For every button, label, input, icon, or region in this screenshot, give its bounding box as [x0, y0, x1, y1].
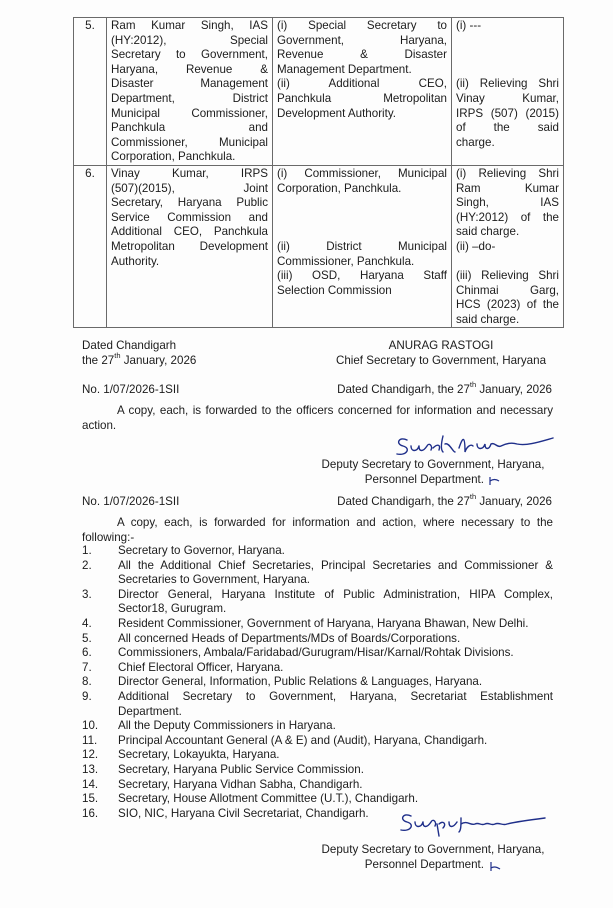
- cell-line: (i) Commissioner, Municipal: [277, 166, 447, 180]
- cell-line: Haryana, Revenue &: [111, 62, 268, 76]
- list-text: Secretary to Governor, Haryana.: [118, 544, 285, 557]
- list-item: [82, 778, 553, 793]
- cell-line: [456, 255, 559, 270]
- cell-line: Metropolitan Development: [111, 239, 268, 253]
- cell-line: [456, 48, 559, 63]
- cell-line: Municipal Commissioner,: [111, 106, 268, 120]
- cell-line: Commissioner, Panchkula.: [277, 254, 415, 268]
- list-number: 16.: [82, 806, 99, 820]
- cell-line: Ram Kumar Singh, IAS: [111, 19, 268, 32]
- signatory-name: ANURAG RASTOGI: [388, 339, 494, 352]
- list-item: [82, 675, 553, 690]
- serial-number: 5.: [74, 18, 107, 166]
- cell-line: said charge.: [456, 312, 520, 326]
- list-number: 5.: [82, 631, 92, 645]
- list-item: [82, 559, 553, 588]
- posting-orders-table: [73, 17, 564, 328]
- list-item: [82, 646, 553, 661]
- cell-line: Vinay Kumar,: [456, 91, 559, 105]
- list-item: [82, 792, 553, 807]
- cell-line: (ii) –do-: [456, 239, 496, 253]
- list-item: [82, 544, 553, 559]
- cell-line: Disaster Management: [111, 77, 268, 91]
- list-text: Secretary, House Allotment Committee (U.T.), Chandigarh.: [118, 792, 419, 806]
- list-number: 2.: [82, 558, 92, 572]
- signature-icon: [395, 808, 555, 838]
- cell-line: [277, 196, 447, 211]
- cell-line: Commissioner, Municipal: [111, 135, 268, 149]
- list-number: 12.: [82, 748, 99, 762]
- cell-line: (ii) Additional CEO,: [277, 77, 447, 91]
- initials-icon: [487, 475, 501, 487]
- chief-secretary-block: [330, 339, 552, 368]
- cell-line: Additional CEO, Panchkula: [111, 225, 268, 239]
- deputy-secretary-block-2: [313, 843, 553, 874]
- cell-line: Selection Commission: [277, 283, 392, 297]
- list-text: All the Deputy Commissioners in Haryana.: [118, 719, 336, 733]
- signatory-line-1: Deputy Secretary to Government, Haryana,: [321, 843, 545, 856]
- list-item: [82, 734, 553, 749]
- list-item: [82, 719, 553, 734]
- cell-line: (iii) Relieving Shri: [456, 269, 559, 283]
- dated-date: the 27th January, 2026: [82, 350, 197, 367]
- posting-cell: [273, 18, 452, 166]
- endorsement-date: Dated Chandigarh, the 27th January, 2026: [337, 380, 552, 396]
- cell-line: (HY:2012) of the: [456, 210, 559, 224]
- cell-line: Panchkula Metropolitan: [277, 91, 447, 105]
- list-text: Director General, Information, Public Relations & Languages, Haryana.: [118, 675, 483, 689]
- list-item: [82, 748, 553, 763]
- signatory-line-2: Personnel Department.: [313, 473, 553, 488]
- endorsement-1-header: [82, 380, 552, 398]
- table-row: [74, 18, 564, 166]
- signature-icon: [393, 430, 558, 460]
- list-number: 6.: [82, 646, 92, 660]
- cell-line: Department, District: [111, 91, 268, 105]
- signature-image: [393, 430, 558, 460]
- list-text: Director General, Haryana Institute of Public Administration, HIPA Complex, Sector18, Gurugram.: [118, 587, 553, 616]
- cell-line: charge.: [456, 135, 495, 149]
- list-number: 3.: [82, 587, 92, 601]
- posting-cell: [273, 165, 452, 328]
- cell-line: [456, 63, 559, 78]
- cell-line: Panchkula and: [111, 121, 268, 135]
- endorsement-2-header: [82, 492, 552, 510]
- list-item: [82, 690, 553, 719]
- cell-line: Management Department.: [277, 62, 412, 76]
- list-text: All the Additional Chief Secretaries, Principal Secretaries and Commissioner & Secretaries to Government, Haryana.: [118, 558, 553, 587]
- list-text: Secretary, Lokayukta, Haryana.: [118, 748, 280, 762]
- cell-line: (iii) OSD, Haryana Staff: [277, 269, 447, 283]
- list-number: 15.: [82, 792, 99, 806]
- cell-line: said charge.: [456, 225, 520, 239]
- list-item: [82, 632, 553, 647]
- list-item: [82, 763, 553, 778]
- list-text: Principal Accountant General (A & E) and (Audit), Haryana, Chandigarh.: [118, 733, 488, 747]
- cell-line: Corporation, Panchkula.: [277, 181, 402, 195]
- list-item: [82, 661, 553, 676]
- endorsement-date: Dated Chandigarh, the 27th January, 2026: [337, 492, 552, 508]
- serial-number: 6.: [74, 165, 107, 328]
- cell-line: Revenue & Disaster: [277, 48, 447, 62]
- remarks-cell: [452, 165, 564, 328]
- cell-line: (HY:2012), Special: [111, 33, 268, 47]
- list-number: 9.: [82, 689, 92, 703]
- signatory-line-2: Personnel Department.: [313, 858, 553, 874]
- list-text: Commissioners, Ambala/Faridabad/Gurugram/Hisar/Karnal/Rohtak Divisions.: [118, 646, 514, 660]
- cell-line: Vinay Kumar, IRPS: [111, 166, 268, 180]
- signatory-line-1: Deputy Secretary to Government, Haryana,: [321, 458, 545, 471]
- list-number: 14.: [82, 777, 99, 791]
- recipients-list: [82, 544, 553, 821]
- cell-line: Corporation, Panchkula.: [111, 150, 236, 164]
- list-text: Secretary, Haryana Vidhan Sabha, Chandigarh.: [118, 777, 363, 791]
- deputy-secretary-block-1: [313, 458, 553, 487]
- endorsement-2-text: A copy, each, is forwarded for information and action, where necessary to the following:-: [82, 516, 553, 544]
- cell-line: (i) Special Secretary to: [277, 19, 447, 32]
- list-number: 4.: [82, 616, 92, 630]
- cell-line: (ii) Relieving Shri: [456, 77, 559, 91]
- cell-line: Service Commission and: [111, 210, 268, 224]
- cell-line: of the said: [456, 121, 559, 135]
- signature-image: [395, 808, 555, 838]
- endorsement-number: No. 1/07/2026-1SII: [82, 383, 180, 396]
- cell-line: (i) Relieving Shri: [456, 166, 559, 180]
- list-number: 11.: [82, 733, 98, 747]
- initials-icon: [487, 860, 501, 874]
- endorsement-number: No. 1/07/2026-1SII: [82, 495, 180, 508]
- list-number: 13.: [82, 762, 99, 776]
- list-text: All concerned Heads of Departments/MDs of Boards/Corporations.: [118, 631, 461, 645]
- dated-place: Dated Chandigarh: [82, 339, 177, 352]
- cell-line: (i) ---: [456, 19, 482, 32]
- list-text: Additional Secretary to Government, Haryana, Secretariat Establishment Department.: [118, 689, 553, 718]
- cell-line: [277, 225, 447, 240]
- cell-line: (ii) District Municipal: [277, 239, 447, 253]
- remarks-cell: [452, 18, 564, 166]
- list-text: Resident Commissioner, Government of Haryana, Haryana Bhawan, New Delhi.: [118, 616, 529, 630]
- cell-line: Development Authority.: [277, 106, 397, 120]
- officer-cell: [107, 18, 273, 166]
- cell-line: Ram Kumar: [456, 181, 559, 195]
- list-item: [82, 588, 553, 617]
- list-text: Chief Electoral Officer, Haryana.: [118, 660, 284, 674]
- list-item: [82, 617, 553, 632]
- list-number: 7.: [82, 660, 92, 674]
- cell-line: (507)(2015), Joint: [111, 181, 268, 195]
- cell-line: Secretary to Government,: [111, 48, 268, 62]
- cell-line: Secretary, Haryana Public: [111, 196, 268, 210]
- cell-line: Chinmai Garg,: [456, 283, 559, 297]
- table-row: [74, 165, 564, 328]
- cell-line: Government, Haryana,: [277, 33, 447, 47]
- cell-line: [456, 34, 559, 49]
- list-text: Secretary, Haryana Public Service Commission.: [118, 762, 364, 776]
- endorsement-1-text: A copy, each, is forwarded to the officers concerned for information and necessary action.: [82, 404, 553, 432]
- cell-line: Authority.: [111, 254, 160, 268]
- list-number: 10.: [82, 719, 99, 733]
- signatory-title: Chief Secretary to Government, Haryana: [335, 353, 547, 367]
- cell-line: IRPS (507) (2015): [456, 106, 559, 120]
- cell-line: [277, 211, 447, 226]
- list-number: 1.: [82, 544, 92, 557]
- cell-line: HCS (2023) of the: [456, 298, 559, 312]
- officer-cell: [107, 165, 273, 328]
- list-number: 8.: [82, 675, 92, 689]
- cell-line: Singh, IAS: [456, 196, 559, 210]
- list-text: SIO, NIC, Haryana Civil Secretariat, Chandigarh.: [118, 806, 369, 820]
